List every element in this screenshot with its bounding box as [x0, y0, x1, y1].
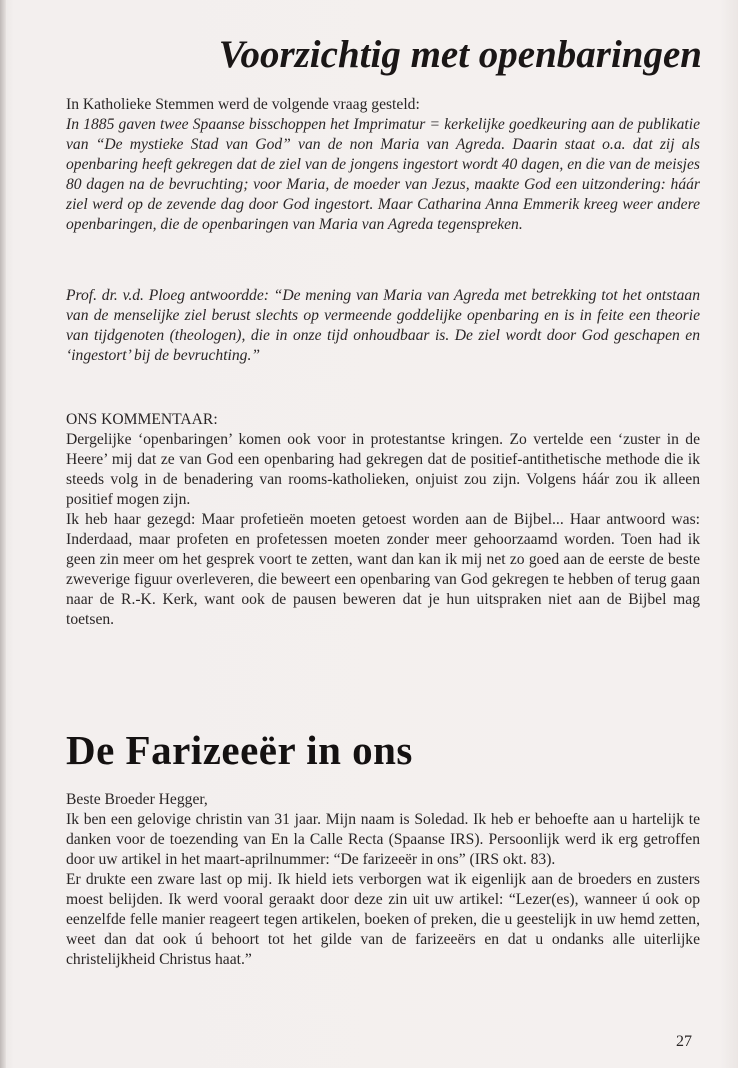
answer-block [66, 286, 700, 366]
answer-text: Prof. dr. v.d. Ploeg antwoordde: “De mening van Maria van Agreda met betrekking tot het ontstaan van de menselijke ziel berust slechts op vermeende goddelijke openbaring en is in feite een theorie van tijdgenoten (theologen), die in onze tijd onhoudbaar is. De ziel wordt door God geschapen en ‘ingestort’ bij de bevruchting.” [66, 287, 700, 364]
letter-paragraph-2: Er drukte een zware last op mij. Ik hield iets verborgen wat ik eigenlijk aan de broeders en zusters moest belijden. Ik werd vooral geraakt door deze zin uit uw artikel: “Lezer(es), wanneer ú ook op eenzelfde felle manier reageert tegen artikelen, boeken of preken, die u geestelijk in uw hemd zetten, weet dan dat ook ú behoort tot het gilde van de farizeeërs en dat u ondanks alle uiterlijke christelijkheid Christus haat.” [66, 871, 700, 968]
question-text: In 1885 gaven twee Spaanse bisschoppen het Imprimatur = kerkelijke goedkeuring aan de publikatie van “De mystieke Stad van God” van de non Maria van Agreda. Daarin staat o.a. dat zij als openbaring heeft gekregen dat de ziel van de jongens ingestort wordt 40 dagen, en die van de meisjes 80 dagen na de bevruchting; voor Maria, de moeder van Jezus, maakte God een uitzondering: háár ziel werd op de zevende dag door God ingestort. Maar Catharina Anna Emmerik kreeg weer andere openbaringen, die de openbaringen van Maria van Agreda tegenspreken. [66, 116, 700, 233]
page-spine-shadow [0, 0, 6, 1068]
commentary-paragraph-1: Dergelijke ‘openbaringen’ komen ook voor in protestantse kringen. Zo vertelde een ‘zuster in de Heere’ mij dat ze van God een openbaring had gekregen dat de positief-antithetische methode die ik steeds volg in de benadering van rooms-katholieken, onjuist zou zijn. Volgens háár zou ik alleen positief mogen zijn. [66, 431, 700, 508]
article-title-farizeeer: De Farizeeër in ons [66, 727, 413, 773]
commentary-paragraph-2: Ik heb haar gezegd: Maar profetieën moeten getoest worden aan de Bijbel... Haar antwoord was: Inderdaad, maar profeten en profetessen moeten zonder meer gehoorzaamd worden. Toen had ik geen zin meer om het gesprek voort te zetten, want dan kan ik mij net zo goed aan de eerste de beste zweverige figuur overleveren, die beweert een openbaring van God gekregen te hebben of terug gaan naar de R.-K. Kerk, want ook de pausen beweren dat je hun uitspraken niet aan de Bijbel mag toetsen. [66, 511, 700, 628]
commentary-heading: ONS KOMMENTAAR: [66, 411, 218, 428]
article-intro-block [66, 95, 700, 235]
intro-text: In Katholieke Stemmen werd de volgende vraag gesteld: [66, 96, 420, 113]
letter-paragraph-1: Ik ben een gelovige christin van 31 jaar. Mijn naam is Soledad. Ik heb er behoefte aan u hartelijk te danken voor de toezending van En la Calle Recta (Spaanse IRS). Persoonlijk werd ik erg getroffen door uw artikel in het maart-aprilnummer: “De farizeeër in ons” (IRS okt. 83). [66, 811, 700, 868]
article-title-openbaringen: Voorzichtig met openbaringen [218, 33, 702, 76]
page-number: 27 [676, 1033, 692, 1050]
letter-block [66, 790, 700, 970]
commentary-block [66, 410, 700, 630]
letter-salutation: Beste Broeder Hegger, [66, 791, 208, 808]
